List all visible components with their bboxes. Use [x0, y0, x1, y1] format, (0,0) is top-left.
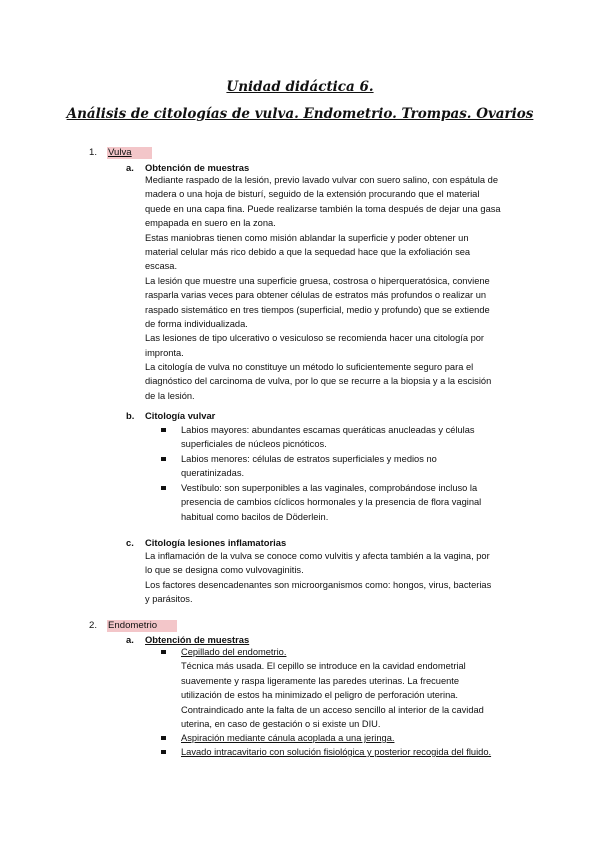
- text-line: quede en una capa fina. Puede realizarse también la toma después de dejar una gasa: [145, 203, 501, 214]
- unit-subtitle: Análisis de citologías de vulva. Endometrio. Trompas. Ovarios: [66, 106, 534, 122]
- text-line: La inflamación de la vulva se conoce como vulvitis y afecta también a la vagina, por: [145, 551, 490, 561]
- text-line: escasa.: [145, 261, 178, 272]
- inflamatorias-paragraphs: [145, 549, 491, 607]
- section-label: Vulva: [107, 147, 152, 159]
- text-line: Las lesiones de tipo ulcerativo o vesiculoso se recomienda hacer una citología por: [145, 333, 485, 344]
- text-line: lo que se designa como vulvovaginitis.: [145, 565, 304, 576]
- text-line: diagnóstico del carcinoma de vulva, por lo que se recurre a la biopsia y a la escisión: [145, 376, 492, 387]
- text-line: material celular más rico debido a que la sequedad hace que la exfoliación sea: [145, 246, 471, 257]
- text-line: y parásitos.: [145, 594, 193, 605]
- document-page: Unidad didáctica 6. Análisis de citologías de vulva. Endometrio. Trompas. Ovarios 1. Vulva a. Obtención de muestras Mediante raspado de la lesión, previo lavado vulvar con suero salino, con espátula de madera o una hoja de bisturí, seguido de la extensión procurando que el material quede en una capa fina. Puede realizarse también la toma después de dejar una gasa empapada en suero en la zona. Estas maniobras tienen como misión ablandar la superficie y poder obtener un material celular más rico debido a que la sequedad hace que la exfoliación sea escasa. La lesión que muestre una superficie gruesa, costrosa o hiperqueratósica, conviene rasparla varias veces para obtener células de estratos más profundos o realizar un raspado sistemático en tres tiempos (superficial, medio y profundo) que se extiende de forma individualizada. Las lesiones de tipo ulcerativo o vesiculoso se recomienda hacer una citología por impronta. La citología de vulva no constituye un método lo suficientemente seguro para el diagnóstico del carcinoma de vulva, por lo que se recurre a la biopsia y a la escisión de la lesión. b. Citología vulvar Labios mayores: abundantes escamas queráticas anucleadas y células superficiales de núcleos picnóticos. Labios menores: células de estratos superficiales y medios no queratinizadas. Vestíbulo: son superponibles a las vaginales, comprobándose incluso la presencia de cambios cíclicos hormonales y la presencia de flora vaginal habitual como bacilos de Döderlein. c. Citología lesiones inflamatorias La inflamación de la vulva se conoce como vulvitis y afecta también a la vagina, por lo que se designa como vulvovaginitis. Los factores desencadenantes son microorganismos como: hongos, virus, bacterias y parásitos. 2. Endometrio a. Obtención de muestras Cepillado del endometrio. Técnica más usada. El cepillo se introduce en la cavidad endometrial suavemente y raspa ligeramente las paredes uterinas. La frecuente utilización de estos ha minimizado el peligro de perforación uterina. Contraindicado ante la falta de un acceso sencillo al interior de la cavidad uterina, en caso de gestación o si existe un DIU. Aspiración mediante cánula acoplada a una jeringa. Lavado intracavitario con solución fisiológica y posterior recogida del fluido.: [0, 0, 600, 848]
- bullet-square-icon: [161, 750, 166, 755]
- text-line: impronta.: [145, 347, 184, 358]
- text-line: Estas maniobras tienen como misión ablandar la superficie y poder obtener un: [145, 232, 469, 243]
- text-line: La citología de vulva no constituye un método lo suficientemente seguro para el: [145, 362, 474, 373]
- subsection-endometrio-obtencion-heading: a. Obtención de muestras: [126, 634, 250, 645]
- text-line: La lesión que muestre una superficie gruesa, costrosa o hiperqueratósica, conviene: [145, 275, 490, 286]
- text-line: empapada en suero en la zona.: [145, 218, 276, 229]
- section-number: 1.: [89, 147, 98, 158]
- subsection-obtencion-heading: a. Obtención de muestras: [126, 162, 250, 173]
- subsection-lesiones-inflamatorias-heading: c. Citología lesiones inflamatorias: [126, 537, 287, 548]
- text-line: raspado sistemático en tres tiempos (superficial, medio y profundo) que se extiende: [145, 304, 490, 315]
- text-line: de forma individualizada.: [145, 318, 248, 329]
- section-vulva-heading: [89, 147, 152, 158]
- obtencion-paragraphs: [145, 173, 501, 403]
- bullet-square-icon: [161, 457, 166, 462]
- section-label: Endometrio: [107, 620, 177, 632]
- bullet-square-icon: [161, 736, 166, 741]
- section-endometrio-heading: 2. Endometrio: [89, 620, 177, 631]
- text-line: rasparla varias veces para obtener células de estratos más profundos o realizar un: [145, 290, 487, 301]
- subsection-citologia-vulvar-heading: b. Citología vulvar: [126, 410, 216, 421]
- text-line: de la lesión.: [145, 390, 195, 401]
- text-line: Los factores desencadenantes son microorganismos como: hongos, virus, bacterias: [145, 579, 492, 590]
- unit-title: Unidad didáctica 6.: [226, 79, 374, 95]
- bullet-square-icon: [161, 486, 166, 491]
- text-line: Mediante raspado de la lesión, previo lavado vulvar con suero salino, con espátula de: [145, 175, 498, 185]
- bullet-square-icon: [161, 428, 166, 433]
- bullet-square-icon: [161, 650, 166, 655]
- text-line: madera o una hoja de bisturí, seguido de la extensión procurando que el material: [145, 189, 480, 200]
